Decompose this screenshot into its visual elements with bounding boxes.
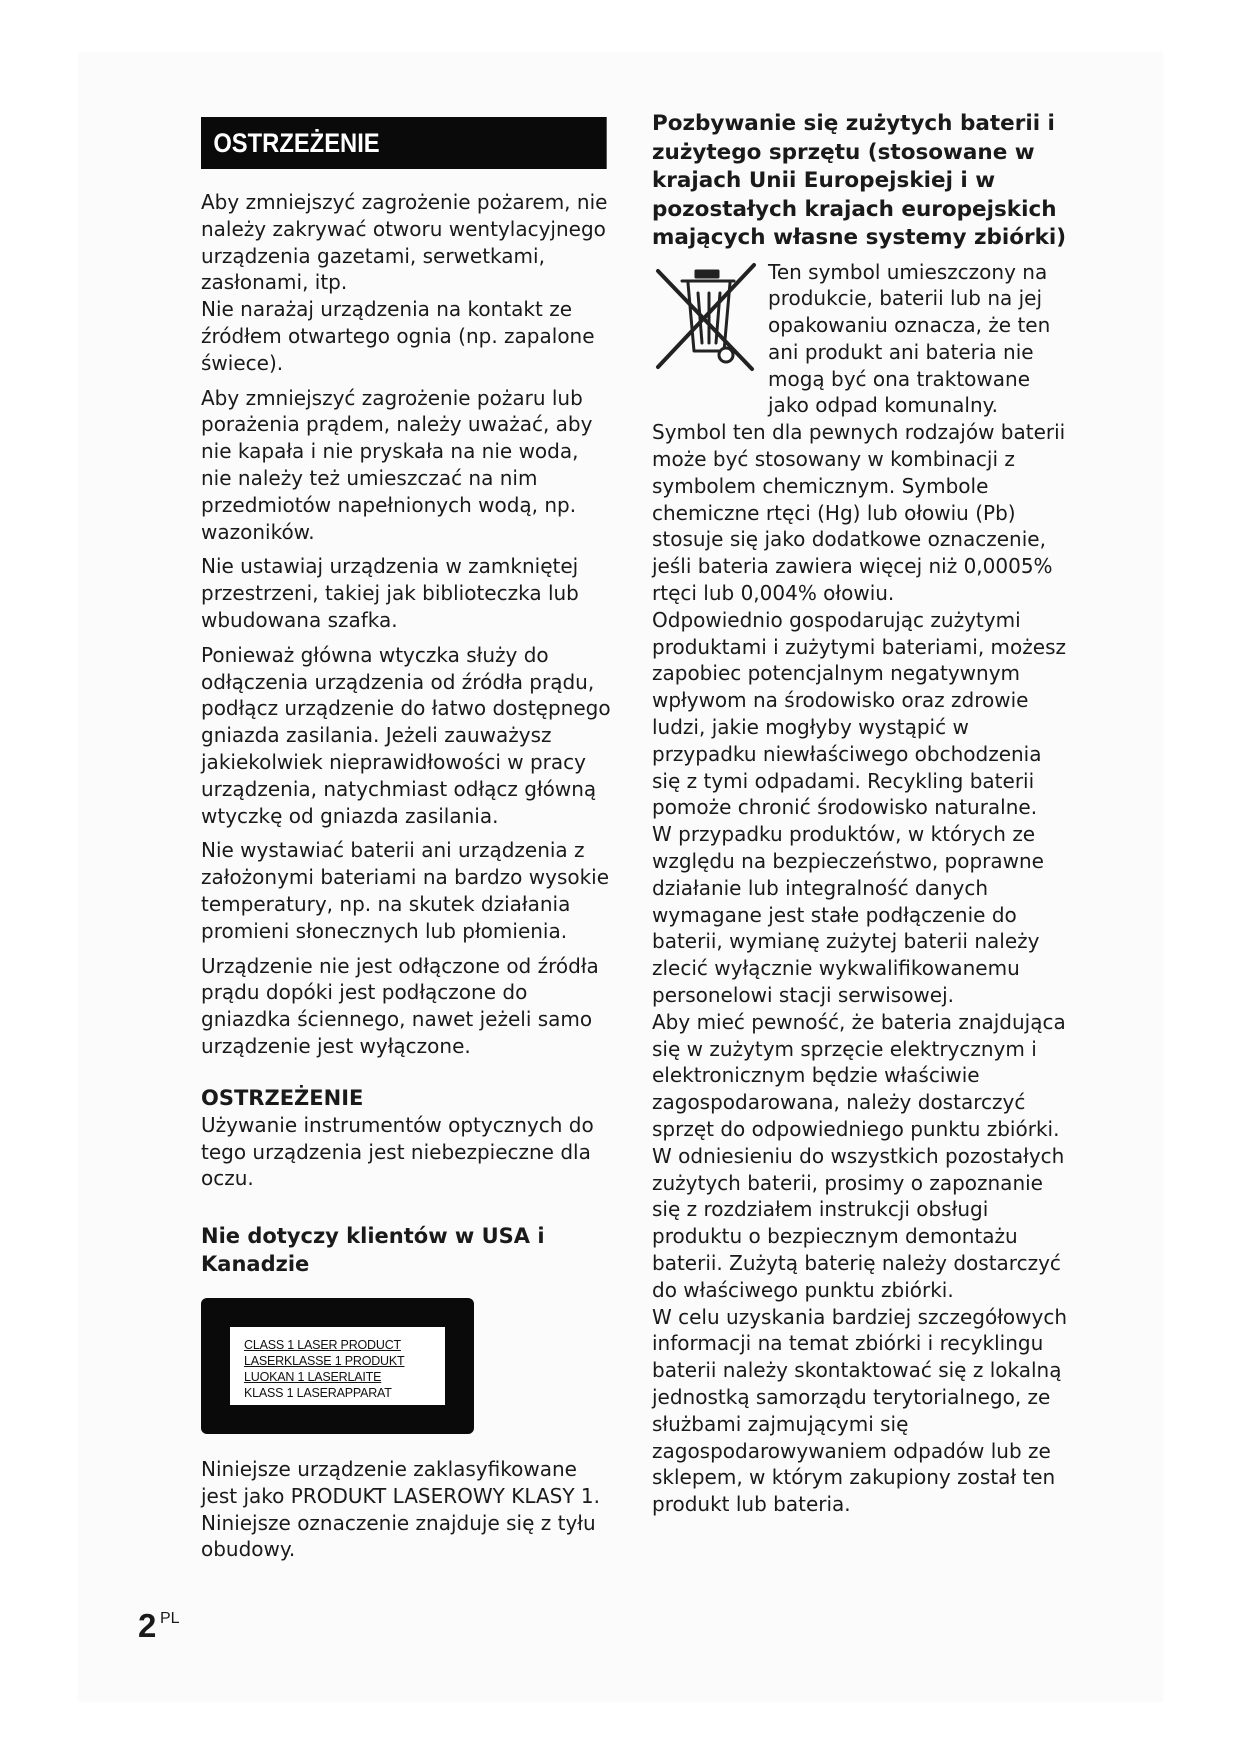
usa-canada-heading: Nie dotyczy klientów w USA i Kanadzie [201, 1224, 545, 1277]
disposal-heading: Pozbywanie się zużytych baterii i zużytego sprzętu (stosowane w krajach Unii Europejskiej i w pozostałych krajach europejskich mających własne systemy zbiórki) [652, 111, 1067, 250]
enclosure-paragraph: Nie ustawiaj urządzenia w zamkniętej przestrzeni, takiej jak biblioteczka lub wbudowana szafka. [201, 554, 579, 632]
laser-label-panel [230, 1327, 445, 1405]
laser-class-label [201, 1298, 474, 1434]
more-info-paragraph: W celu uzyskania bardziej szczegółowych informacji na temat zbiórki i recyklingu baterii należy skontaktować się z lokalną jednostką samorządu terytorialnego, ze służbami zajmującymi się zagospodarowywaniem odpadów lub ze sklepem, w którym zakupiony został ten produkt lub bateria. [652, 1304, 1068, 1517]
right-column [652, 110, 1070, 1518]
mains-plug-paragraph: Ponieważ główna wtyczka służy do odłączenia urządzenia od źródła prądu, podłącz urządzenie do łatwo dostępnego gniazda zasilania. Jeżeli zauważysz jakiekolwiek nieprawidłowości w pracy urządzenia, natychmiast odłącz główną wtyczkę od gniazda zasilania. [201, 642, 611, 828]
disconnect-paragraph: Urządzenie nie jest odłączone od źródła prądu dopóki jest podłączone do gniazdka ściennego, nawet jeżeli samo urządzenie jest wyłączone. [201, 953, 599, 1058]
laser-label-line: CLASS 1 LASER PRODUCT [244, 1338, 401, 1353]
battery-replacement-paragraph: W przypadku produktów, w których ze względu na bezpieczeństwo, poprawne działanie lub integralność danych wymagane jest stałe podłączenie do baterii, wymianę zużytej baterii należy zlecić wyłącznie wykwalifikowanemu personelowi stacji serwisowej. [652, 822, 1044, 1008]
environment-paragraph: Odpowiednio gospodarując zużytymi produktami i zużytymi bateriami, możesz zapobiec potencjalnym negatywnym wpływom na środowisko oraz zdrowie ludzi, jakie mogłyby wystąpić w przypadku niewłaściwego obchodzenia się z tymi odpadami. Recykling baterii pomoże chronić środowisko naturalne. [652, 607, 1066, 820]
warning-banner [201, 117, 607, 169]
collection-point-paragraph: Aby mieć pewność, że bateria znajdująca się w zużytym sprzęcie elektrycznym i elektronicznym będzie właściwie zagospodarowana, należy dostarczyć sprzęt do odpowiedniego punktu zbiórki. [652, 1009, 1066, 1141]
weee-symbol-text: Ten symbol umieszczony na produkcie, baterii lub na jej opakowaniu oznacza, że ten ani produkt ani bateria nie mogą być ona traktowane jako odpad komunalny. [768, 259, 1051, 418]
open-flame-paragraph: Nie narażaj urządzenia na kontakt ze źródłem otwartego ognia (np. zapalone świece). [201, 297, 595, 375]
fire-warning-paragraph: Aby zmniejszyć zagrożenie pożarem, nie należy zakrywać otworu wentylacyjnego urządzenia gazetami, serwetkami, zasłonami, itp. [201, 190, 608, 295]
chemical-symbol-paragraph: Symbol ten dla pewnych rodzajów baterii może być stosowany w kombinacji z symbolem chemicznym. Symbole chemiczne rtęci (Hg) lub ołowiu (Pb) stosuje się jako dodatkowe oznaczenie, jeśli bateria zawiera więcej niż 0,0005% rtęci lub 0,004% ołowiu. [652, 420, 1066, 606]
laser-label-line: LUOKAN 1 LASERLAITE [244, 1370, 382, 1385]
page-language: PL [160, 1610, 180, 1627]
warning-banner-title: OSTRZEŻENIE [213, 127, 380, 158]
laser-label-line: KLASS 1 LASERAPPARAT [244, 1386, 392, 1401]
laser-class-paragraph: Niniejsze urządzenie zaklasyfikowane jest jako PRODUKT LASEROWY KLASY 1. Niniejsze oznaczenie znajduje się z tyłu obudowy. [201, 1457, 600, 1562]
water-warning-paragraph: Aby zmniejszyć zagrożenie pożaru lub porażenia prądem, należy uważać, aby nie kapała i nie pryskała na nie woda, nie należy też umieszczać na nim przedmiotów napełnionych wodą, np. wazoników. [201, 385, 593, 544]
page-number: 2 [138, 1607, 157, 1644]
left-column [201, 117, 613, 1571]
other-batteries-paragraph: W odniesieniu do wszystkich pozostałych zużytych baterii, prosimy o zapoznanie się z rozdziałem instrukcji obsługi produktu o bezpiecznym demontażu baterii. Zużytą baterię należy dostarczyć do właściwego punktu zbiórki. [652, 1143, 1065, 1302]
crossed-bin-icon [652, 259, 768, 379]
optical-warning-heading: OSTRZEŻENIE [201, 1085, 364, 1110]
laser-label-line: LASERKLASSE 1 PRODUKT [244, 1354, 405, 1369]
weee-symbol-block [652, 259, 1070, 420]
battery-heat-paragraph: Nie wystawiać baterii ani urządzenia z założonymi bateriami na bardzo wysokie temperatury, np. na skutek działania promieni słonecznych lub płomienia. [201, 838, 610, 943]
optical-warning-text: Używanie instrumentów optycznych do tego urządzenia jest niebezpieczne dla oczu. [201, 1112, 594, 1191]
